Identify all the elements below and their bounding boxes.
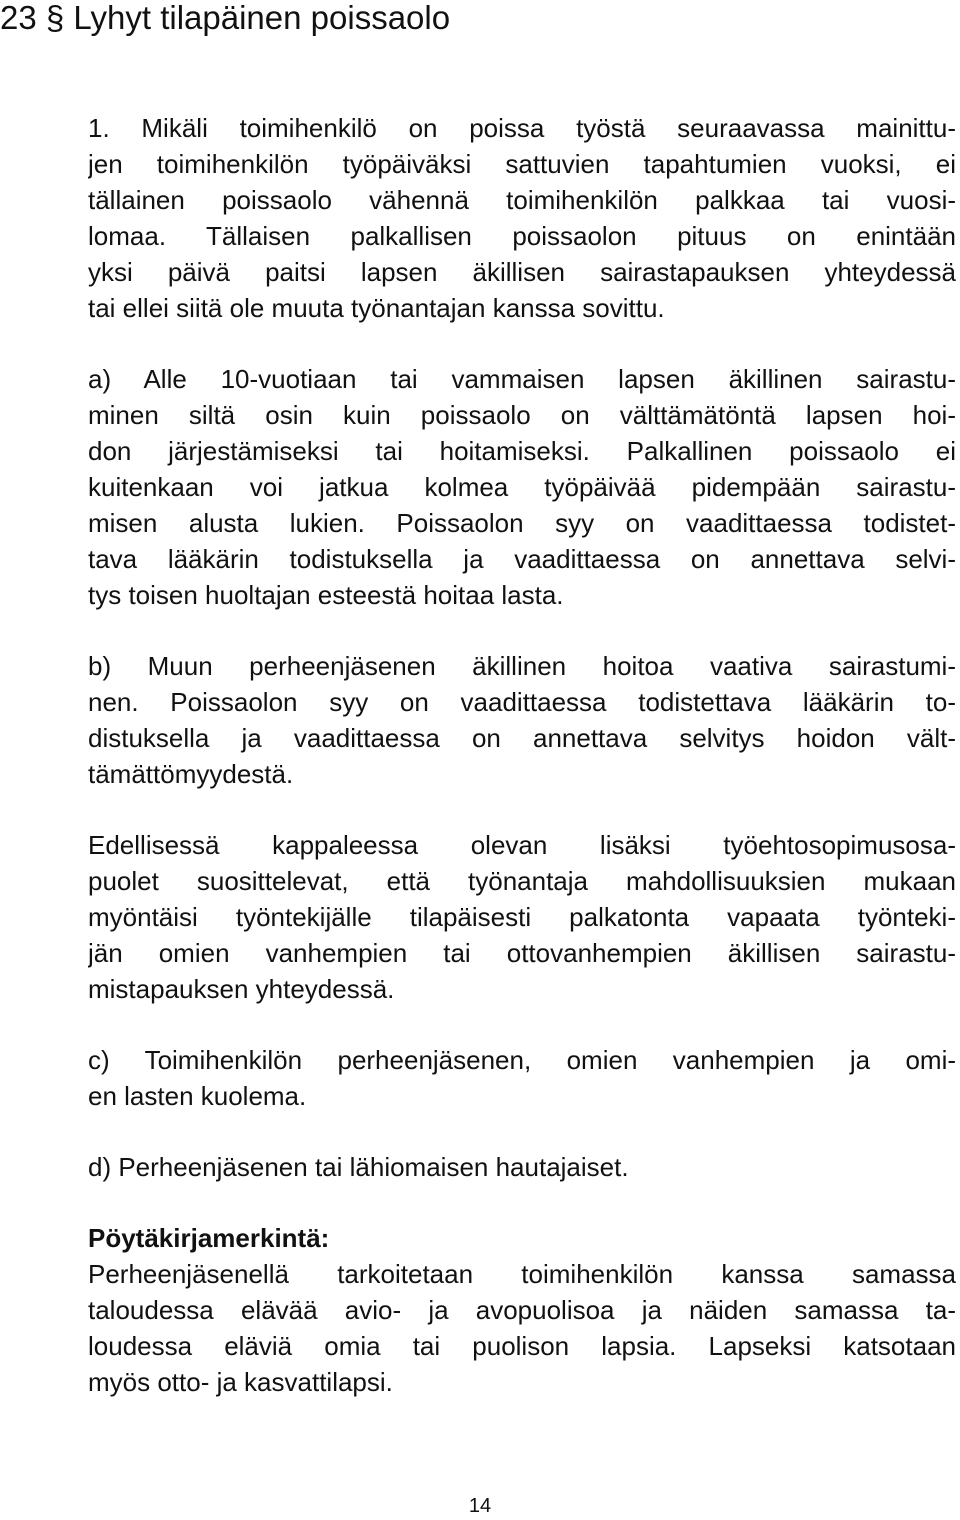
note-line: myös otto- ja kasvattilapsi. [88, 1367, 393, 1397]
paragraph-line: a) Alle 10-vuotiaan tai vammaisen lapsen äkillinen sairastu- [88, 364, 956, 394]
paragraph-line: tava lääkärin todistuksella ja vaadittaessa on annettava selvi- [88, 544, 956, 574]
paragraph-line: Edellisessä kappaleessa olevan lisäksi työehtosopimusosa- [88, 830, 956, 860]
paragraph-line: puolet suosittelevat, että työnantaja mahdollisuuksien mukaan [88, 866, 956, 896]
paragraph-line: nen. Poissaolon syy on vaadittaessa todistettava lääkärin to- [88, 687, 956, 717]
paragraph-gap [88, 613, 956, 648]
paragraph-line: tämättömyydestä. [88, 759, 294, 789]
note-line: loudessa eläviä omia tai puolison lapsia. Lapseksi katsotaan [88, 1331, 956, 1361]
paragraph-line: jän omien vanhempien tai ottovanhempien äkillisen sairastu- [88, 938, 956, 968]
paragraph-line: tällainen poissaolo vähennä toimihenkilön palkkaa tai vuosi- [88, 185, 956, 215]
paragraph-gap [88, 1185, 956, 1220]
paragraph-line: tys toisen huoltajan esteestä hoitaa lasta. [88, 580, 564, 610]
paragraph-line: jen toimihenkilön työpäiväksi sattuvien tapahtumien vuoksi, ei [88, 149, 956, 179]
paragraph-line: myöntäisi työntekijälle tilapäisesti palkatonta vapaata työnteki- [88, 902, 956, 932]
paragraph-line: yksi päivä paitsi lapsen äkillisen sairastapauksen yhteydessä [88, 257, 956, 287]
paragraph-line: kuitenkaan voi jatkua kolmea työpäivää pidempään sairastu- [88, 472, 956, 502]
paragraph-gap [88, 792, 956, 827]
section-body [88, 110, 956, 1400]
paragraph-line: en lasten kuolema. [88, 1081, 307, 1111]
paragraph-line: don järjestämiseksi tai hoitamiseksi. Palkallinen poissaolo ei [88, 436, 956, 466]
note-label: Pöytäkirjamerkintä: [88, 1223, 330, 1253]
paragraph-line: minen siltä osin kuin poissaolo on välttämätöntä lapsen hoi- [88, 400, 956, 430]
paragraph-line: 1. Mikäli toimihenkilö on poissa työstä seuraavassa mainittu- [88, 113, 956, 143]
paragraph-line: b) Muun perheenjäsenen äkillinen hoitoa vaativa sairastumi- [88, 651, 956, 681]
note-line: Perheenjäsenellä tarkoitetaan toimihenkilön kanssa samassa [88, 1259, 956, 1289]
page-number: 14 [468, 1495, 492, 1517]
paragraph-line: d) Perheenjäsenen tai lähiomaisen hautajaiset. [88, 1152, 629, 1182]
paragraph-gap [88, 1114, 956, 1149]
paragraph-line: lomaa. Tällaisen palkallisen poissaolon pituus on enintään [88, 221, 956, 251]
paragraph-line: tai ellei siitä ole muuta työnantajan kanssa sovittu. [88, 293, 665, 323]
paragraph-line: mistapauksen yhteydessä. [88, 974, 395, 1004]
paragraph-line: c) Toimihenkilön perheenjäsenen, omien vanhempien ja omi- [88, 1045, 956, 1075]
paragraph-gap [88, 1007, 956, 1042]
section-heading: 23 § Lyhyt tilapäinen poissaolo [0, 0, 451, 36]
paragraph-line: distuksella ja vaadittaessa on annettava selvitys hoidon vält- [88, 723, 956, 753]
paragraph-line: misen alusta lukien. Poissaolon syy on vaadittaessa todistet- [88, 508, 956, 538]
note-line: taloudessa elävää avio- ja avopuolisoa ja näiden samassa ta- [88, 1295, 956, 1325]
paragraph-gap [88, 326, 956, 361]
